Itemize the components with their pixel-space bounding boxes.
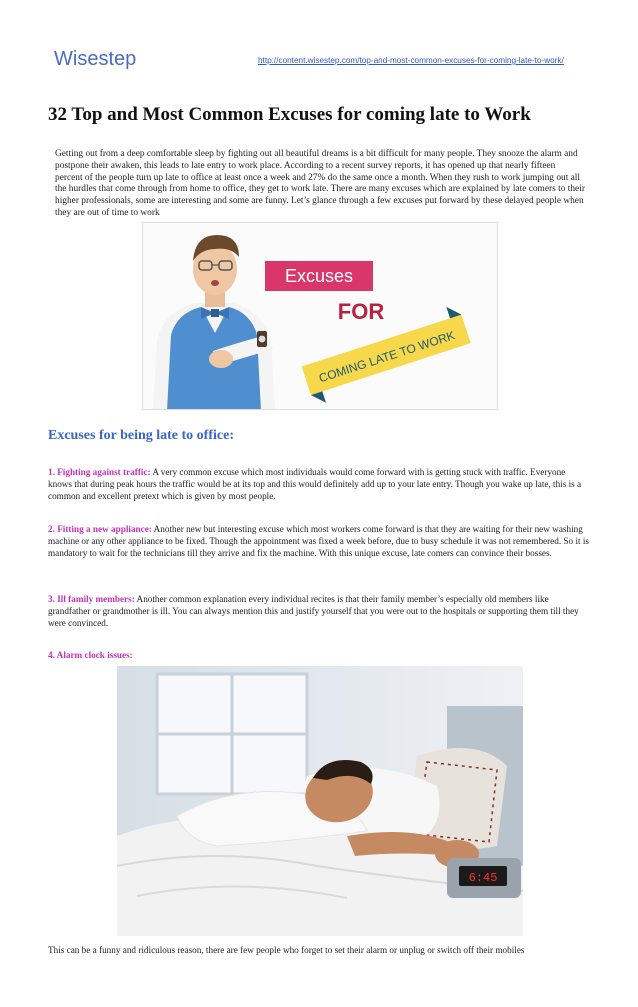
banner-line3: COMING LATE TO WORK	[317, 328, 457, 386]
article-title: 32 Top and Most Common Excuses for coming late to Work	[48, 104, 531, 125]
source-url-link[interactable]: http://content.wisestep.com/top-and-most-common-excuses-for-coming-late-to-work/	[258, 56, 564, 65]
brand-logo[interactable]: Wisestep	[54, 48, 137, 70]
page-header	[0, 0, 638, 80]
excuse-item-4-title: 4. Alarm clock issues:	[48, 650, 133, 660]
excuse-item-3-text: Another common explanation every individual recites is that their family member’s especially old members like grandfather or grandmother is ill. You can always mention this and justify yourself that you were out to the hospitals or supporting them till they were convinced.	[48, 594, 579, 629]
excuse-item-1	[48, 466, 590, 503]
excuse-item-3	[48, 593, 590, 630]
excuse-item-2-text: Another new but interesting excuse which most workers come forward is that they are waiting for their new washing machine or any other appliance to be fixed. Though the appointment was fixed a week before, due to busy schedule it was not remembered. So it is mandatory to wait for the technicians till they arrive and fix the machine. With this unique excuse, late comers can convince their bosses.	[48, 524, 589, 559]
footer-paragraph: This can be a funny and ridiculous reason, there are few people who forget to set their alarm or unplug or switch off their mobiles	[48, 945, 525, 955]
excuse-item-3-title: 3. Ill family members:	[48, 594, 135, 604]
excuse-item-2	[48, 523, 590, 560]
excuse-item-1-title: 1. Fighting against traffic:	[48, 467, 151, 477]
svg-text:6:45: 6:45	[468, 871, 498, 885]
banner-line1: Excuses	[284, 266, 354, 286]
banner-line2: FOR	[337, 299, 385, 324]
section-heading: Excuses for being late to office:	[48, 428, 234, 443]
intro-paragraph: Getting out from a deep comfortable sleep by fighting out all beautiful dreams is a bit difficult for many people. They snooze the alarm and postpone their awaken, this leads to late entry to work place. According to a recent survey reports, it has opened up that nearly fifteen percent of the people turn up late to office at least once a week and 27% do the same once a month. When they rush to work jumping out all the hurdles that come through from home to office, they get to work late. There are many excuses which are explained by late comers to their higher professionals, some are interesting and some are funny. Let’s glance through a few excuses put forward by these delayed people when they are out of time to work	[55, 149, 585, 218]
excuse-item-2-title: 2. Fitting a new appliance:	[48, 524, 152, 534]
excuses-banner-image	[142, 222, 498, 410]
sleeping-man-alarm-photo	[117, 666, 523, 936]
excuse-item-1-text: A very common excuse which most individuals would come forward with is getting stuck with traffic. Everyone knows that during peak hours the traffic would be at its top and this would definitely add up to your late entry. Though you wake up late, this is a common and excellent pretext which is given by most people.	[48, 467, 582, 502]
